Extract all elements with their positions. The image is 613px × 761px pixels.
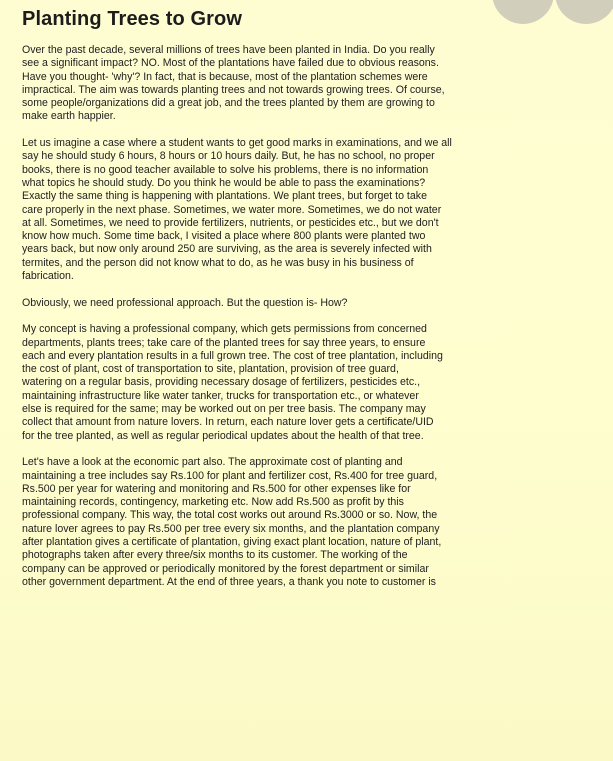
text-line: each and every plantation results in a full grown tree. The cost of tree plantation, including — [22, 349, 443, 362]
text-line: after plantation gives a certificate of plantation, giving exact plant location, nature of plant, — [22, 535, 442, 548]
text-line: for the tree planted, as well as regular periodical updates about the health of that tree. — [22, 429, 424, 442]
paragraph — [22, 297, 600, 310]
page-title: Planting Trees to Grow — [22, 8, 243, 30]
text-line: Exactly the same thing is happening with plantations. We plant trees, but forget to take — [22, 190, 427, 203]
text-line: at all. Sometimes, we need to provide fertilizers, nutrients, or pesticides etc., but we don't — [22, 216, 439, 229]
paragraph — [22, 456, 600, 589]
text-line: termites, and the person did not know what to do, as he was busy in his business of — [22, 256, 414, 269]
text-line: care properly in the next phase. Sometimes, we water more. Sometimes, we do not water — [22, 203, 442, 216]
text-line: maintaining records, contingency, marketing etc. Now add Rs.500 as profit by this — [22, 496, 404, 509]
text-line: professional company. This way, the total cost works out around Rs.3000 or so. Now, the — [22, 509, 438, 522]
shadow-blob — [492, 0, 554, 24]
text-line: say he should study 6 hours, 8 hours or 10 hours daily. But, he has no school, no proper — [22, 150, 435, 163]
paragraph — [22, 323, 600, 443]
text-line: company can be approved or periodically monitored by the forest department or similar — [22, 562, 429, 575]
text-line: know how much. Some time back, I visited a place where 800 plants were planted two — [22, 230, 426, 243]
paragraph — [22, 44, 600, 124]
text-line: impractical. The aim was towards planting trees and not towards growing trees. Of course, — [22, 83, 445, 96]
text-line: books, there is no good teacher available to solve his problems, there is no information — [22, 163, 429, 176]
text-line: the cost of plant, cost of transportation to site, plantation, provision of tree guard, — [22, 363, 399, 376]
text-line: else is required for the same; may be worked out on per tree basis. The company may — [22, 403, 426, 416]
text-line: maintaining a tree includes say Rs.100 for plant and fertilizer cost, Rs.400 for tree guard, — [22, 469, 438, 482]
paragraph — [22, 137, 600, 283]
text-line: what topics he should study. Do you think he would be able to pass the examinations? — [22, 176, 426, 189]
text-line: Obviously, we need professional approach. But the question is- How? — [22, 296, 348, 309]
text-line: photographs taken after every three/six months to its customer. The working of the — [22, 549, 408, 562]
text-line: other government department. At the end of three years, a thank you note to customer is — [22, 575, 436, 588]
text-line: Let us imagine a case where a student wants to get good marks in examinations, and we all — [22, 137, 452, 150]
shadow-blob — [555, 0, 613, 24]
text-line: see a significant impact? NO. Most of the plantations have failed due to obvious reasons. — [22, 57, 439, 70]
text-line: Have you thought- 'why'? In fact, that is because, most of the plantation schemes were — [22, 70, 428, 83]
text-line: nature lover agrees to pay Rs.500 per tree every six months, and the plantation company — [22, 522, 440, 535]
article-body — [22, 44, 600, 602]
text-line: fabrication. — [22, 270, 74, 283]
text-line: years back, but now only around 250 are surviving, as the area is severely infected with — [22, 243, 432, 256]
text-line: My concept is having a professional company, which gets permissions from concerned — [22, 323, 427, 336]
text-line: Over the past decade, several millions of trees have been planted in India. Do you really — [22, 44, 435, 56]
text-line: watering on a regular basis, providing necessary dosage of fertilizers, pesticides etc., — [22, 376, 421, 389]
text-line: collect that amount from nature lovers. In return, each nature lover gets a certificate/UID — [22, 416, 434, 429]
text-line: maintaining infrastructure like water tanker, trucks for transportation etc., or whatever — [22, 389, 419, 402]
text-line: some people/organizations did a great job, and the trees planted by them are growing to — [22, 97, 435, 110]
text-line: departments, plants trees; take care of the planted trees for say three years, to ensure — [22, 336, 426, 349]
text-line: make earth happier. — [22, 110, 116, 123]
text-line: Rs.500 per year for watering and monitoring and Rs.500 for other expenses like for — [22, 482, 411, 495]
text-line: Let's have a look at the economic part also. The approximate cost of planting and — [22, 456, 403, 469]
